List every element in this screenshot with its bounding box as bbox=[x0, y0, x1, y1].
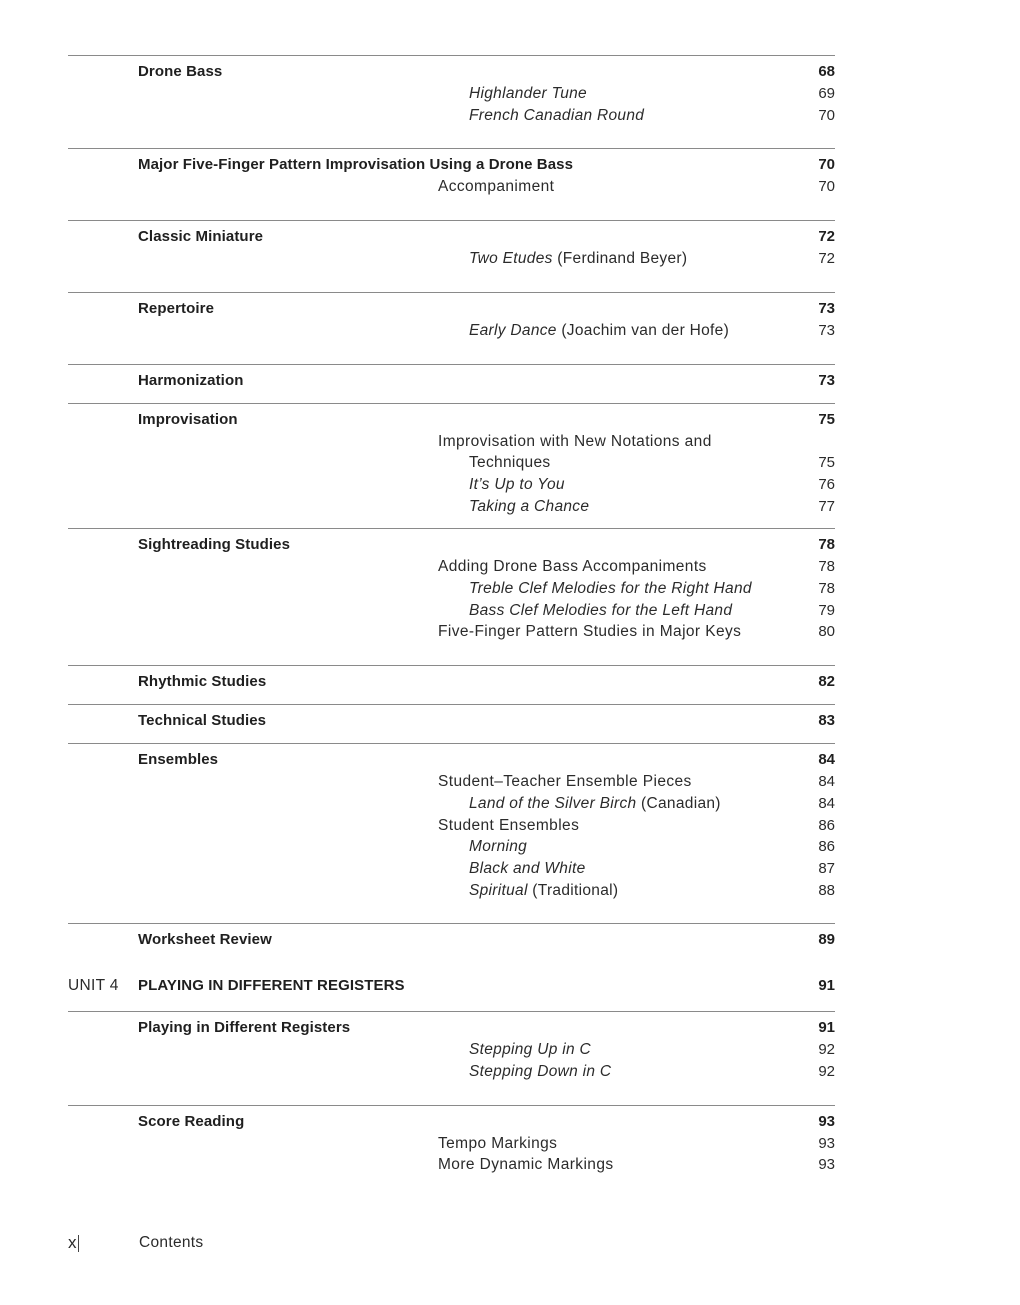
section-divider bbox=[68, 528, 835, 529]
section-heading: Worksheet Review bbox=[138, 931, 272, 948]
section-heading: Repertoire bbox=[138, 300, 215, 317]
toc-entry bbox=[438, 177, 554, 197]
section-divider bbox=[68, 403, 835, 404]
toc-entry bbox=[438, 432, 712, 452]
entry-text: Techniques bbox=[469, 454, 551, 471]
section-heading: Ensembles bbox=[138, 751, 219, 768]
section-page-number: 72 bbox=[818, 228, 835, 245]
entry-title-italic: Bass Clef Melodies for the Left Hand bbox=[469, 602, 733, 619]
entry-title-italic: Early Dance bbox=[469, 322, 557, 339]
toc-entry bbox=[438, 772, 692, 792]
entry-page-number: 84 bbox=[818, 773, 835, 790]
entry-page-number: 79 bbox=[818, 602, 835, 619]
section-page-number: 84 bbox=[818, 751, 835, 768]
unit-title: PLAYING IN DIFFERENT REGISTERS bbox=[138, 977, 405, 994]
entry-page-number: 88 bbox=[818, 882, 835, 899]
section-page-number: 73 bbox=[818, 372, 835, 389]
section-heading: Rhythmic Studies bbox=[138, 673, 267, 690]
entry-title-italic: It’s Up to You bbox=[469, 476, 565, 493]
entry-text: Accompaniment bbox=[438, 178, 555, 195]
entry-page-number: 73 bbox=[818, 322, 835, 339]
toc-entry bbox=[469, 106, 644, 126]
section-page-number: 93 bbox=[818, 1113, 835, 1130]
section-divider bbox=[68, 220, 835, 221]
entry-text: Student–Teacher Ensemble Pieces bbox=[438, 773, 692, 790]
toc-entry bbox=[469, 859, 586, 879]
footer-divider bbox=[78, 1235, 79, 1252]
toc-entry bbox=[469, 1040, 591, 1060]
section-heading: Score Reading bbox=[138, 1113, 245, 1130]
toc-entry bbox=[469, 84, 587, 104]
entry-title-italic: Land of the Silver Birch bbox=[469, 795, 637, 812]
toc-entry bbox=[469, 601, 732, 621]
section-heading: Major Five-Finger Pattern Improvisation Using a Drone Bass bbox=[138, 156, 574, 173]
section-heading: Sightreading Studies bbox=[138, 536, 291, 553]
entry-page-number: 70 bbox=[818, 107, 835, 124]
entry-text: More Dynamic Markings bbox=[438, 1156, 614, 1173]
section-heading: Classic Miniature bbox=[138, 228, 264, 245]
section-page-number: 73 bbox=[818, 300, 835, 317]
entry-page-number: 84 bbox=[818, 795, 835, 812]
section-divider bbox=[68, 1105, 835, 1106]
entry-page-number: 78 bbox=[818, 580, 835, 597]
section-divider bbox=[68, 704, 835, 705]
section-heading: Technical Studies bbox=[138, 712, 267, 729]
toc-entry bbox=[438, 1155, 614, 1175]
toc-entry bbox=[438, 557, 707, 577]
section-heading: Drone Bass bbox=[138, 63, 223, 80]
section-page-number: 70 bbox=[818, 156, 835, 173]
toc-entry bbox=[469, 794, 721, 814]
toc-entry bbox=[438, 622, 741, 642]
section-heading: Improvisation bbox=[138, 411, 238, 428]
entry-text: (Joachim van der Hofe) bbox=[556, 322, 730, 339]
entry-page-number: 87 bbox=[818, 860, 835, 877]
toc-entry bbox=[469, 453, 550, 473]
section-page-number: 75 bbox=[818, 411, 835, 428]
toc-entry bbox=[469, 321, 729, 341]
section-page-number: 83 bbox=[818, 712, 835, 729]
toc-entry bbox=[438, 816, 579, 836]
entry-page-number: 86 bbox=[818, 817, 835, 834]
entry-page-number: 93 bbox=[818, 1135, 835, 1152]
unit-label: UNIT 4 bbox=[68, 977, 119, 994]
section-page-number: 89 bbox=[818, 931, 835, 948]
entry-title-italic: Black and White bbox=[469, 860, 586, 877]
section-divider bbox=[68, 364, 835, 365]
entry-page-number: 78 bbox=[818, 558, 835, 575]
section-heading: Harmonization bbox=[138, 372, 244, 389]
entry-title-italic: Spiritual bbox=[469, 882, 528, 899]
entry-page-number: 70 bbox=[818, 178, 835, 195]
section-heading: Playing in Different Registers bbox=[138, 1019, 351, 1036]
section-page-number: 91 bbox=[818, 1019, 835, 1036]
entry-title-italic: French Canadian Round bbox=[469, 107, 645, 124]
toc-entry bbox=[469, 249, 687, 269]
toc-entry bbox=[469, 881, 618, 901]
footer-section-label: Contents bbox=[139, 1234, 204, 1251]
entry-page-number: 92 bbox=[818, 1041, 835, 1058]
toc-entry bbox=[469, 579, 752, 599]
entry-text: (Ferdinand Beyer) bbox=[552, 250, 688, 267]
entry-title-italic: Stepping Up in C bbox=[469, 1041, 591, 1058]
entry-title-italic: Taking a Chance bbox=[469, 498, 590, 515]
entry-text: Student Ensembles bbox=[438, 817, 580, 834]
toc-entry bbox=[438, 1134, 557, 1154]
section-page-number: 82 bbox=[818, 673, 835, 690]
section-divider bbox=[68, 923, 835, 924]
toc-entry bbox=[469, 497, 589, 517]
toc-entry bbox=[469, 1062, 611, 1082]
section-divider bbox=[68, 148, 835, 149]
entry-page-number: 75 bbox=[818, 454, 835, 471]
entry-page-number: 72 bbox=[818, 250, 835, 267]
entry-text: Five-Finger Pattern Studies in Major Keys bbox=[438, 623, 742, 640]
section-divider bbox=[68, 55, 835, 56]
unit-page-number: 91 bbox=[818, 977, 835, 994]
entry-page-number: 80 bbox=[818, 623, 835, 640]
entry-page-number: 93 bbox=[818, 1156, 835, 1173]
entry-title-italic: Highlander Tune bbox=[469, 85, 587, 102]
entry-title-italic: Stepping Down in C bbox=[469, 1063, 612, 1080]
section-divider bbox=[68, 665, 835, 666]
footer-page-number: x bbox=[68, 1233, 77, 1252]
entry-title-italic: Two Etudes bbox=[469, 250, 553, 267]
entry-text: Adding Drone Bass Accompaniments bbox=[438, 558, 707, 575]
entry-page-number: 69 bbox=[818, 85, 835, 102]
entry-page-number: 76 bbox=[818, 476, 835, 493]
entry-text: (Canadian) bbox=[636, 795, 721, 812]
entry-title-italic: Treble Clef Melodies for the Right Hand bbox=[469, 580, 752, 597]
section-divider bbox=[68, 743, 835, 744]
entry-text: Improvisation with New Notations and bbox=[438, 433, 712, 450]
section-page-number: 68 bbox=[818, 63, 835, 80]
entry-page-number: 92 bbox=[818, 1063, 835, 1080]
entry-page-number: 77 bbox=[818, 498, 835, 515]
entry-text: (Traditional) bbox=[527, 882, 619, 899]
toc-entry bbox=[469, 475, 565, 495]
entry-text: Tempo Markings bbox=[438, 1135, 558, 1152]
section-page-number: 78 bbox=[818, 536, 835, 553]
section-divider bbox=[68, 1011, 835, 1012]
entry-title-italic: Morning bbox=[469, 838, 528, 855]
entry-page-number: 86 bbox=[818, 838, 835, 855]
toc-entry bbox=[469, 837, 527, 857]
section-divider bbox=[68, 292, 835, 293]
